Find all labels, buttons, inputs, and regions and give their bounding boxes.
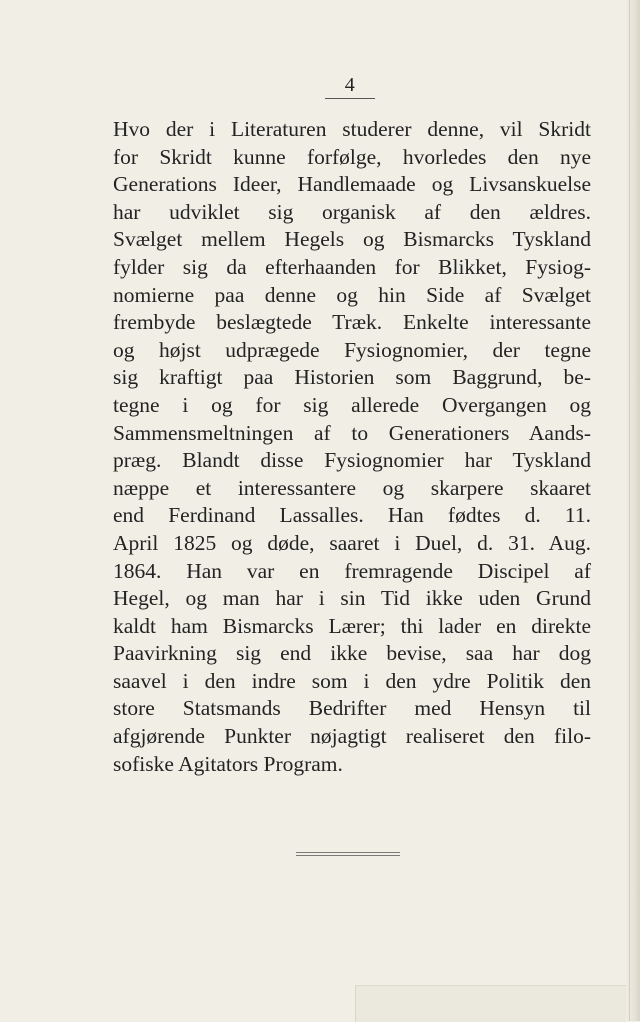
text-line: store Statsmands Bedrifter med Hensyn til	[113, 696, 591, 721]
text-line: tegne i og for sig allerede Overgangen og	[113, 392, 591, 417]
underlying-page-shadow	[355, 985, 626, 1022]
text-line: saavel i den indre som i den ydre Politik den	[113, 668, 591, 693]
text-line: Paavirkning sig end ikke bevise, saa har dog	[113, 641, 591, 666]
page-edge-line	[629, 0, 630, 1021]
body-text	[113, 116, 591, 778]
page-number-rule	[325, 98, 375, 99]
text-line: Hvo der i Literaturen studerer denne, vil Skridt	[113, 117, 591, 141]
text-line: sofiske Agitators Program.	[113, 751, 343, 776]
text-line: kaldt ham Bismarcks Lærer; thi lader en direkte	[113, 613, 591, 638]
text-line: sig kraftigt paa Historien som Baggrund, be-	[113, 365, 591, 390]
text-line: April 1825 og døde, saaret i Duel, d. 31. Aug.	[113, 530, 591, 555]
text-line: nomierne paa denne og hin Side af Svælget	[113, 282, 591, 307]
page-number: 4	[344, 74, 356, 96]
ornament-rule-bottom	[296, 855, 400, 856]
text-line: Generations Ideer, Handlemaade og Livsanskuelse	[113, 172, 591, 197]
text-line: Svælget mellem Hegels og Bismarcks Tyskland	[113, 227, 591, 252]
text-line: fylder sig da efterhaanden for Blikket, Fysiog-	[113, 254, 591, 279]
text-line: 1864. Han var en fremragende Discipel af	[113, 558, 591, 583]
text-line: præg. Blandt disse Fysiognomier har Tyskland	[113, 448, 591, 473]
text-line: for Skridt kunne forfølge, hvorledes den nye	[113, 144, 591, 169]
end-ornament-rule	[296, 852, 400, 857]
text-line: har udviklet sig organisk af den ældres.	[113, 199, 591, 224]
text-line: Sammensmeltningen af to Generationers Aands-	[113, 420, 591, 445]
text-line: afgjørende Punkter nøjagtigt realiseret den filo-	[113, 724, 591, 749]
text-line: Hegel, og man har i sin Tid ikke uden Grund	[113, 586, 591, 611]
text-line: og højst udprægede Fysiognomier, der tegne	[113, 337, 591, 362]
ornament-rule-top	[296, 852, 400, 853]
text-line: frembyde beslægtede Træk. Enkelte interessante	[113, 310, 591, 335]
text-line: næppe et interessantere og skarpere skaaret	[113, 475, 591, 500]
text-line: end Ferdinand Lassalles. Han fødtes d. 11.	[113, 503, 591, 528]
